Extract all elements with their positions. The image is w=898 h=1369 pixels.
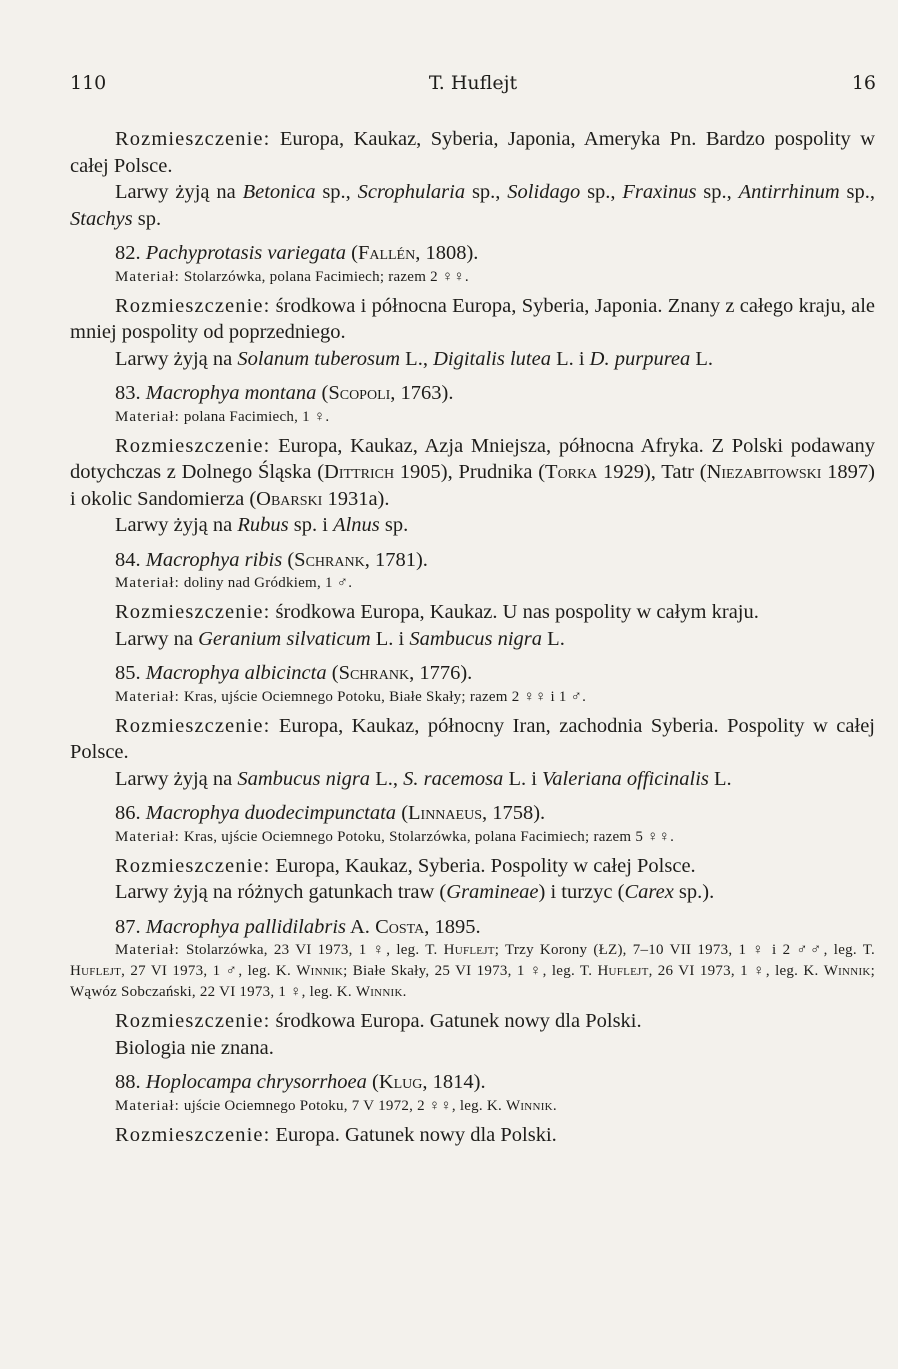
paragraph (70, 126, 875, 179)
paragraph (70, 1122, 875, 1149)
taxon-name: Macrophya ribis (145, 548, 283, 571)
text-run: L. (542, 627, 565, 650)
text-run: sp. i (288, 514, 334, 536)
article-body (70, 126, 875, 1148)
paragraph (70, 713, 875, 766)
taxon-name: Sambucus nigra (237, 767, 371, 790)
text-run: , 1814). (422, 1071, 486, 1093)
text-run: Larwy żyją na (115, 347, 238, 370)
text-run: ; Białe Skały, 25 VI 1973, 1 ♀, leg. T. (343, 963, 598, 979)
paragraph (70, 346, 875, 373)
taxon-name: Fraxinus (622, 181, 697, 203)
text-run: Larwy żyją na (115, 181, 243, 203)
text-run: L. (690, 347, 714, 370)
author-name: Huflejt (70, 963, 122, 979)
taxon-name: Digitalis lutea (433, 347, 551, 370)
text-run: sp., (839, 181, 875, 203)
text-run: 83. (115, 382, 146, 404)
text-run: A. (346, 915, 376, 938)
text-run: Stolarzówka, polana Facimiech; razem 2 ♀♀. (179, 268, 469, 285)
text-run: , 26 VI 1973, 1 ♀, leg. K. (648, 963, 824, 979)
species-heading (70, 240, 875, 267)
text-run: 87. (115, 915, 146, 938)
text-run: , 27 VI 1973, 1 ♂, leg. K. (121, 963, 297, 979)
text-run: Biologia nie znana. (115, 1036, 274, 1059)
text-run: L. i (370, 627, 410, 650)
author-name: Schrank (294, 548, 365, 571)
text-run: 84. (115, 548, 146, 571)
text-run: sp. (379, 514, 409, 536)
taxon-name: Betonica (242, 181, 316, 203)
field-label: Rozmieszczenie: (115, 854, 271, 877)
text-run: , 1781). (364, 548, 428, 571)
text-run: L. i (503, 767, 543, 790)
text-run: środkowa Europa, Kaukaz. U nas pospolity w całym kraju. (270, 601, 759, 623)
paragraph (70, 1008, 875, 1035)
text-run: 86. (115, 802, 146, 824)
taxon-name: Alnus (333, 514, 380, 536)
text-run: 1897) i okolic Sandomierza ( (70, 461, 875, 510)
text-run: Larwy żyją na (115, 767, 238, 790)
author-name: Scopoli (328, 382, 391, 404)
taxon-name: Antirrhinum (738, 181, 840, 203)
taxon-name: Macrophya albicincta (145, 662, 327, 684)
text-run: , 1758). (481, 802, 546, 824)
text-run: ( (316, 382, 329, 404)
field-label: Materiał: (115, 408, 180, 425)
taxon-name: Solidago (507, 181, 581, 203)
author-name: Winnik (823, 963, 871, 979)
taxon-name: Macrophya pallidilabris (145, 915, 346, 938)
author-name: Schrank (338, 662, 410, 684)
species-heading (70, 547, 875, 574)
field-label: Rozmieszczenie: (115, 434, 271, 457)
field-label: Materiał: (115, 688, 180, 705)
taxon-name: Stachys (70, 207, 133, 230)
author-name: Fallén (357, 242, 416, 264)
field-label: Materiał: (115, 268, 180, 285)
text-run: ; Wąwóz Sobczański, 22 VI 1973, 1 ♀, leg. K. (70, 963, 875, 1000)
text-run: ( (282, 548, 295, 571)
paragraph (70, 879, 875, 906)
issue-number: 16 (851, 72, 876, 94)
text-run: doliny nad Gródkiem, 1 ♂. (179, 575, 353, 591)
taxon-name: Sambucus nigra (409, 627, 543, 650)
taxon-name: Macrophya montana (145, 382, 317, 404)
text-run: środkowa i północna Europa, Syberia, Japonia. Znany z całego kraju, ale mniej pospolity od poprzedniego. (70, 294, 875, 343)
paragraph (70, 512, 875, 539)
text-run: Larwy żyją na różnych gatunkach traw ( (115, 881, 447, 903)
page-number: 110 (70, 72, 107, 94)
text-run: L. i (550, 347, 590, 370)
material-note (70, 1096, 875, 1117)
text-run: 88. (115, 1071, 146, 1093)
text-run: ( (326, 662, 339, 684)
paragraph (70, 433, 875, 513)
material-note (70, 573, 875, 594)
taxon-name: D. purpurea (589, 347, 691, 370)
field-label: Materiał: (115, 1097, 180, 1114)
author-name: Linnaeus (408, 802, 482, 824)
text-run: ( (366, 1071, 379, 1093)
author-name: Torka (545, 461, 598, 483)
paragraph (70, 766, 875, 793)
text-run: 1931a). (322, 487, 390, 510)
species-heading (70, 800, 875, 827)
author-name: Winnik (296, 963, 344, 979)
paragraph (70, 179, 875, 232)
text-run: ( (396, 802, 409, 824)
text-run: polana Facimiech, 1 ♀. (179, 408, 330, 425)
text-run: Kras, ujście Ociemnego Potoku, Stolarzówka, polana Facimiech; razem 5 ♀♀. (179, 828, 675, 845)
text-run: 82. (115, 242, 146, 264)
taxon-name: Gramineae (446, 881, 539, 903)
paragraph (70, 853, 875, 880)
text-run: sp.). (673, 881, 715, 903)
text-run: , 1895. (424, 915, 481, 938)
text-run: ; Trzy Korony (ŁZ), 7–10 VII 1973, 1 ♀ i 2 ♂♂, leg. T. (494, 942, 875, 958)
field-label: Rozmieszczenie: (115, 1123, 271, 1146)
author-name: Winnik (355, 984, 403, 1000)
text-run: , 1808). (415, 242, 479, 264)
material-note (70, 940, 875, 1003)
taxon-name: Valeriana officinalis (542, 767, 709, 790)
field-label: Materiał: (115, 828, 180, 845)
taxon-name: Hoplocampa chrysorrhoea (145, 1071, 367, 1093)
field-label: Rozmieszczenie: (115, 128, 271, 150)
field-label: Rozmieszczenie: (115, 294, 271, 317)
taxon-name: S. racemosa (403, 767, 504, 790)
text-run: L., (400, 347, 434, 370)
species-heading (70, 914, 875, 941)
species-heading (70, 1069, 875, 1096)
text-run: Europa, Kaukaz, Syberia. Pospolity w całej Polsce. (270, 854, 696, 877)
author-name: Winnik (505, 1097, 553, 1114)
text-run: , 1776). (409, 662, 473, 684)
text-run: 1929), Tatr ( (597, 461, 707, 483)
text-run: Kras, ujście Ociemnego Potoku, Białe Skały; razem 2 ♀♀ i 1 ♂. (179, 688, 587, 705)
field-label: Materiał: (115, 575, 180, 591)
text-run: . (552, 1097, 557, 1114)
field-label: Rozmieszczenie: (115, 601, 271, 623)
field-label: Materiał: (115, 942, 180, 958)
paragraph (70, 1035, 875, 1062)
paragraph (70, 599, 875, 626)
field-label: Rozmieszczenie: (115, 1010, 271, 1032)
text-run: ( (345, 242, 358, 264)
author-name: Obarski (256, 487, 323, 510)
taxon-name: Geranium silvaticum (198, 627, 371, 650)
text-run: ) i turzyc ( (538, 881, 625, 903)
text-run: Stolarzówka, 23 VI 1973, 1 ♀, leg. T. (179, 942, 444, 958)
taxon-name: Solanum tuberosum (237, 347, 401, 370)
text-run: 85. (115, 662, 146, 684)
text-run: Europa, Kaukaz, Azja Mniejsza, północna Afryka. Z Polski podawany dotychczas z Dolnego Śląska ( (70, 434, 875, 483)
material-note (70, 687, 875, 708)
species-heading (70, 660, 875, 687)
text-run: sp., (580, 181, 623, 203)
text-run: Europa, Kaukaz, północny Iran, zachodnia Syberia. Pospolity w całej Polsce. (70, 714, 875, 763)
text-run: Europa, Kaukaz, Syberia, Japonia, Ameryka Pn. Bardzo pospolity w całej Polsce. (70, 128, 875, 177)
text-run: 1905), Prudnika ( (394, 461, 546, 483)
author-name: Niezabitowski (706, 461, 822, 483)
text-run: L., (370, 767, 404, 790)
author-name: Klug (378, 1071, 423, 1093)
material-note (70, 827, 875, 848)
text-run: sp., (696, 181, 739, 203)
taxon-name: Pachyprotasis variegata (145, 242, 346, 264)
text-run: ujście Ociemnego Potoku, 7 V 1972, 2 ♀♀, leg. K. (179, 1097, 506, 1114)
text-run: sp. (132, 207, 162, 230)
taxon-name: Rubus (237, 514, 289, 536)
author-name: Dittrich (324, 461, 395, 483)
text-run: sp., (465, 181, 508, 203)
material-note (70, 267, 875, 288)
text-run: sp., (315, 181, 358, 203)
text-run: , 1763). (390, 382, 454, 404)
running-author: T. Huflejt (428, 72, 518, 94)
species-heading (70, 380, 875, 407)
author-name: Huflejt (443, 942, 495, 958)
field-label: Rozmieszczenie: (115, 714, 271, 737)
text-run: L. (708, 767, 732, 790)
taxon-name: Scrophularia (357, 181, 466, 203)
material-note (70, 407, 875, 428)
taxon-name: Macrophya duodecimpunctata (145, 802, 397, 824)
text-run: . (402, 984, 407, 1000)
paragraph (70, 293, 875, 346)
text-run: Europa. Gatunek nowy dla Polski. (270, 1123, 557, 1146)
text-run: Larwy żyją na (115, 514, 238, 536)
paragraph (70, 626, 875, 653)
taxon-name: Carex (624, 881, 674, 903)
text-run: Larwy na (115, 627, 199, 650)
author-name: Huflejt (597, 963, 649, 979)
author-name: Costa (375, 915, 425, 938)
text-run: środkowa Europa. Gatunek nowy dla Polski. (270, 1010, 642, 1032)
running-header (70, 72, 876, 98)
